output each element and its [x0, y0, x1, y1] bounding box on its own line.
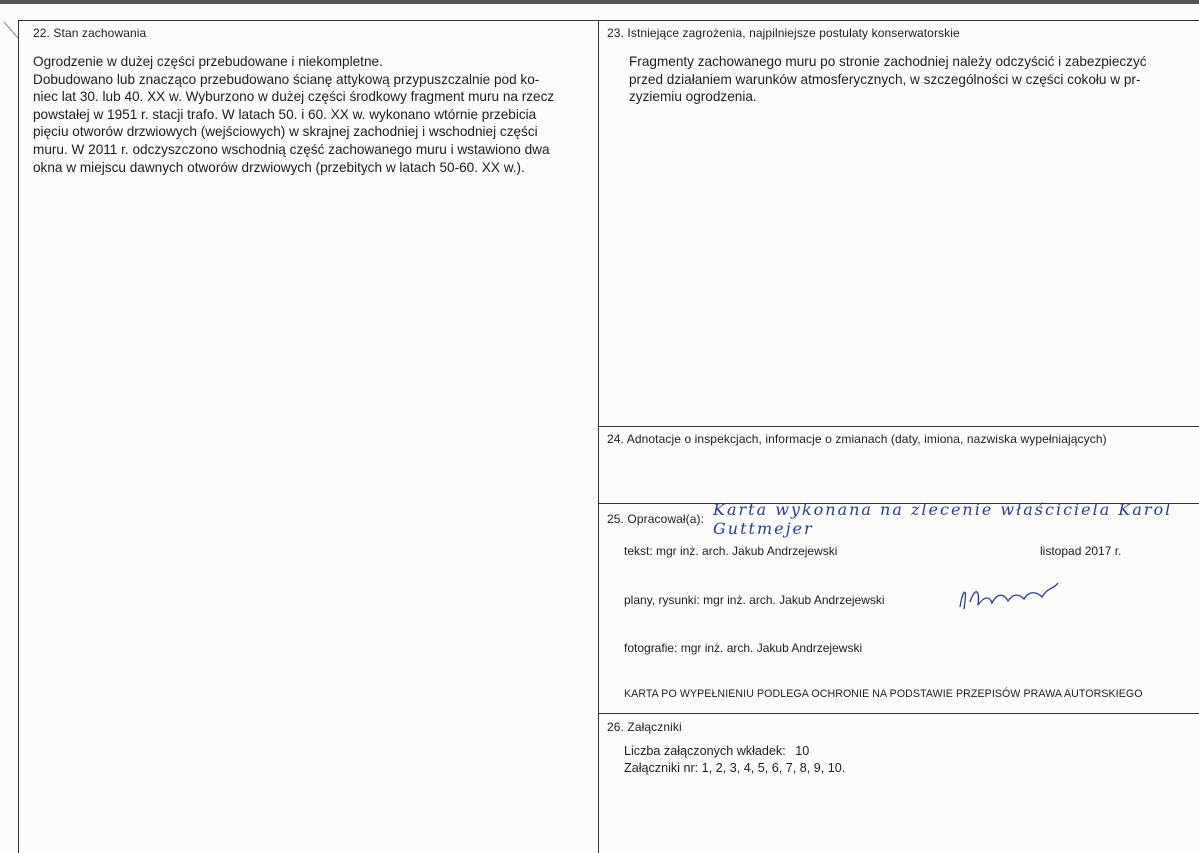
section-24-title: 24. Adnotacje o inspekcjach, informacje o zmianach (daty, imiona, nazwiska wypełniających): [607, 432, 1107, 446]
section-22-line: Dobudowano lub znacząco przebudowano ścianę attykową przypuszczalnie pod ko-: [33, 71, 540, 87]
section-23-line: Fragmenty zachowanego muru po stronie zachodniej należy odczyścić i zabezpieczyć: [629, 54, 1147, 69]
attachments-count: [624, 744, 809, 758]
divider-25-26: [598, 713, 1199, 714]
handwritten-note: Karta wykonana na zlecenie właściciela Karol Guttmejer: [713, 500, 1173, 538]
section-22-line: Ogrodzenie w dużej części przebudowane i niekompletne.: [33, 54, 383, 69]
section-26-title: 26. Załączniki: [607, 720, 682, 734]
section-22-line: niec lat 30. lub 40. XX w. Wyburzono w dużej części środkowy fragment muru na rzecz: [33, 89, 555, 105]
signature-image: [950, 577, 1070, 617]
section-23-title: 23. Istniejące zagrożenia, najpilniejsze postulaty konserwatorskie: [607, 26, 960, 40]
attachments-count-value: 10: [795, 744, 810, 758]
attachments-count-label: Liczba załączonych wkładek:: [624, 744, 786, 758]
plans-author: plany, rysunki: mgr inż. arch. Jakub Andrzejewski: [624, 593, 885, 607]
divider-23-24: [598, 426, 1199, 427]
date-label: listopad 2017 r.: [1040, 544, 1122, 558]
section-22-line: pięciu otworów drzwiowych (wejściowych) w skrajnej zachodniej i wschodniej części: [33, 124, 538, 140]
attachments-list: Załączniki nr: 1, 2, 3, 4, 5, 6, 7, 8, 9, 10.: [624, 761, 846, 775]
column-divider: [598, 20, 599, 853]
section-22-line: muru. W 2011 r. odczyszczono wschodnią część zachowanego muru i wstawiono dwa: [33, 141, 550, 157]
photos-author: fotografie: mgr inż. arch. Jakub Andrzejewski: [624, 641, 863, 655]
section-23-line: przed działaniem warunków atmosferycznych, w szczególności w części cokołu w pr-: [629, 71, 1141, 87]
copyright-notice: KARTA PO WYPEŁNIENIU PODLEGA OCHRONIE NA PODSTAWIE PRZEPISÓW PRAWA AUTORSKIEGO: [624, 688, 1143, 700]
section-22-body: [33, 53, 578, 176]
text-author: tekst: mgr inż. arch. Jakub Andrzejewski: [624, 544, 838, 558]
section-25-title: 25. Opracował(a):: [607, 512, 705, 526]
corner-fold-mark: [0, 20, 20, 40]
section-23-body: [629, 53, 1189, 106]
section-22-line: okna w miejscu dawnych otworów drzwiowych (przebitych w latach 50-60. XX w.).: [33, 159, 525, 175]
scan-top-edge: [0, 0, 1199, 4]
section-22-title: 22. Stan zachowania: [33, 26, 147, 40]
section-22-line: powstałej w 1951 r. stacji trafo. W latach 50. i 60. XX w. wykonano wtórnie przebicia: [33, 106, 537, 122]
section-23-line: zyziemiu ogrodzenia.: [629, 89, 757, 105]
